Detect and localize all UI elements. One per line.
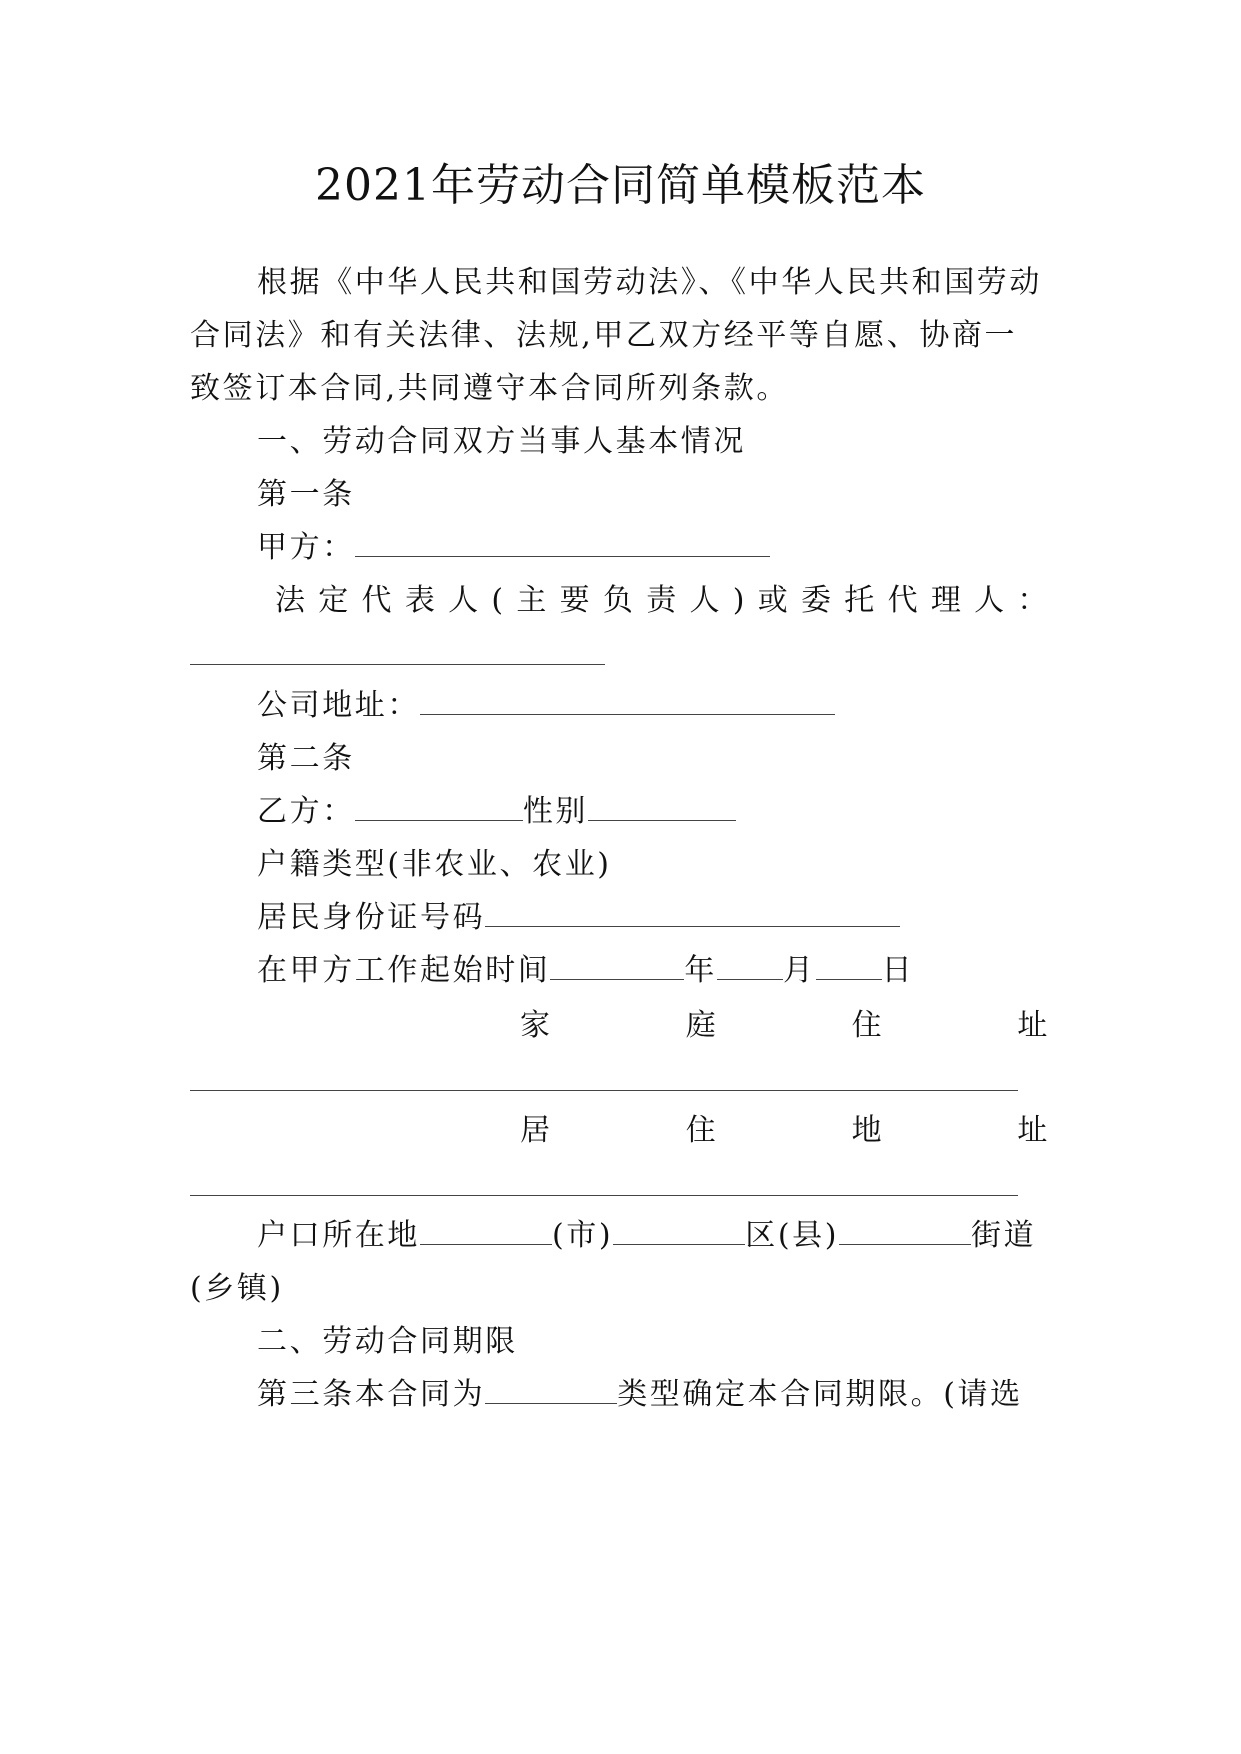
company-address-row — [257, 686, 1050, 726]
start-day-blank[interactable] — [816, 955, 882, 980]
gender-label: 性别 — [522, 794, 589, 829]
section2-heading: 二、劳动合同期限 — [257, 1324, 518, 1359]
contract-type-blank[interactable] — [485, 1379, 617, 1404]
household-type-label: 户籍类型(非农业、农业) — [257, 847, 612, 882]
home-address-blank[interactable] — [190, 1090, 1018, 1091]
hukou-label: 户口所在地 — [257, 1218, 420, 1253]
article3-prefix: 第三条本合同为 — [257, 1377, 486, 1412]
gender-blank[interactable] — [588, 796, 736, 821]
id-number-blank[interactable] — [485, 902, 900, 927]
district-label: 区(县) — [745, 1218, 840, 1253]
id-number-label: 居民身份证号码 — [257, 900, 486, 935]
home-address-label: 家庭住址 — [520, 1008, 1050, 1043]
article3-row — [257, 1375, 1050, 1415]
hukou-district-blank[interactable] — [839, 1220, 971, 1245]
company-address-blank[interactable] — [420, 690, 835, 715]
start-time-label: 在甲方工作起始时间 — [257, 953, 551, 988]
section1-heading: 一、劳动合同双方当事人基本情况 — [257, 424, 746, 459]
id-number-row — [257, 898, 1050, 938]
intro-line-1: 根据《中华人民共和国劳动法》、《中华人民共和国劳动 — [257, 265, 1042, 300]
party-a-row — [257, 528, 1050, 568]
intro-line-3: 致签订本合同,共同遵守本合同所列条款。 — [190, 371, 789, 406]
city-label: (市) — [552, 1218, 614, 1253]
hukou-province-blank[interactable] — [420, 1220, 552, 1245]
residence-address-label: 居住地址 — [520, 1113, 1050, 1148]
start-time-row — [257, 951, 1050, 991]
party-b-blank[interactable] — [355, 796, 523, 821]
intro-line-2: 合同法》和有关法律、法规,甲乙双方经平等自愿、协商一 — [190, 318, 1018, 353]
year-label: 年 — [684, 953, 718, 988]
legal-rep-blank[interactable] — [190, 664, 605, 665]
company-address-label: 公司地址： — [257, 688, 420, 723]
article1-label: 第一条 — [257, 477, 355, 512]
document-title: 2021年劳动合同简单模板范本 — [315, 160, 926, 211]
article2-label: 第二条 — [257, 741, 355, 776]
legal-rep-label: 法定代表人(主要负责人)或委托代理人： — [275, 583, 1050, 618]
month-label: 月 — [783, 953, 816, 988]
street-label: 街道 — [971, 1218, 1037, 1253]
hukou-city-blank[interactable] — [613, 1220, 745, 1245]
party-b-label: 乙方： — [257, 794, 355, 829]
start-year-blank[interactable] — [550, 955, 684, 980]
residence-address-blank[interactable] — [190, 1195, 1018, 1196]
day-label: 日 — [881, 953, 915, 988]
article3-suffix: 类型确定本合同期限。(请选 — [617, 1377, 1023, 1412]
party-a-blank[interactable] — [355, 532, 770, 557]
party-a-label: 甲方： — [257, 530, 355, 565]
hukou-row — [257, 1216, 1050, 1256]
party-b-row — [257, 792, 1050, 832]
start-month-blank[interactable] — [717, 955, 783, 980]
township-label: (乡镇) — [190, 1271, 284, 1306]
